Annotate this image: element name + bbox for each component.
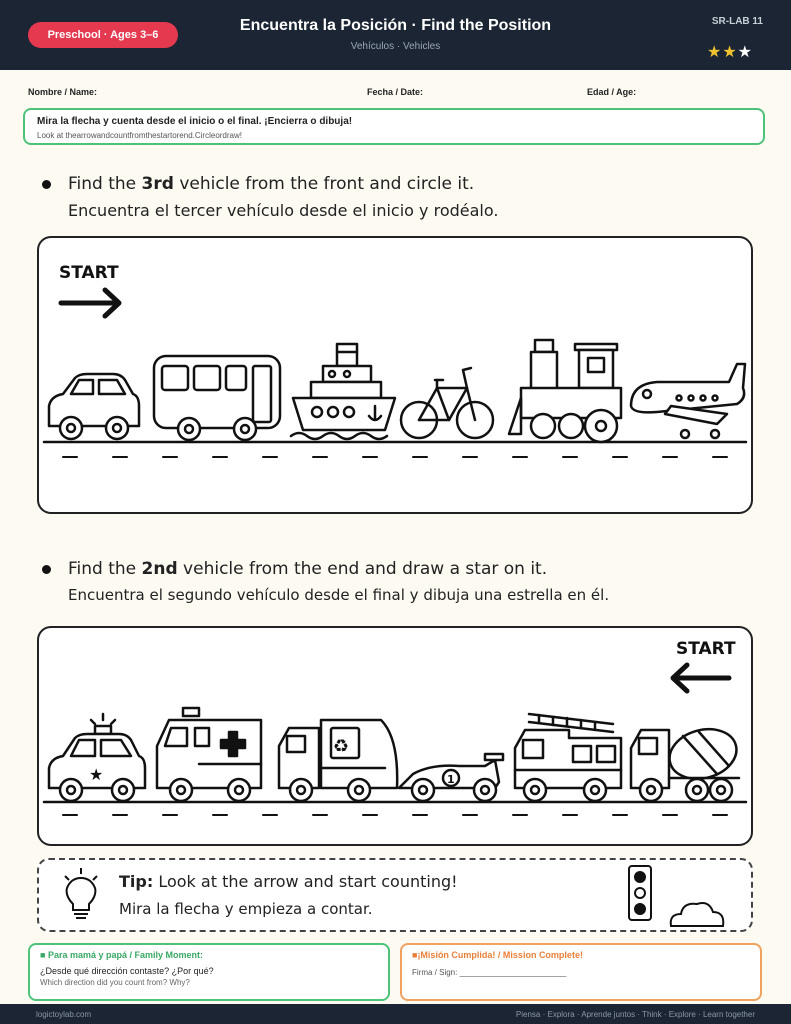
bicycle-vehicle[interactable]	[401, 368, 493, 438]
page-title: Encuentra la Posición · Find the Position	[239, 17, 552, 34]
tip-box	[37, 858, 753, 932]
question-1-en: Find the 3rd vehicle from the front and circle it.	[68, 174, 475, 194]
car-vehicle[interactable]	[49, 374, 139, 439]
signature-field[interactable]: Firma / Sign: ________________________	[412, 968, 567, 977]
boat-vehicle[interactable]	[291, 344, 395, 439]
footer-site: logictoylab.com	[36, 1010, 92, 1019]
name-field[interactable]: Nombre / Name:	[28, 87, 98, 97]
instructions-en: Look at thearrowandcountfromthestartorend.Circleordraw!	[37, 131, 242, 140]
tip-en: Tip: Look at the arrow and start counting!	[119, 872, 458, 891]
mission-complete-box	[400, 943, 762, 1001]
age-field[interactable]: Edad / Age:	[587, 87, 637, 97]
family-moment-box	[28, 943, 390, 1001]
instructions-es: Mira la flecha y cuenta desde el inicio o el final. ¡Encierra o dibuja!	[37, 116, 353, 127]
page-subtitle: Vehículos · Vehicles	[350, 41, 441, 52]
bus-vehicle[interactable]	[154, 356, 280, 440]
header-bar	[0, 0, 791, 70]
airplane-vehicle[interactable]	[631, 364, 745, 438]
family-moment-title: ■ Para mamá y papá / Family Moment:	[40, 950, 204, 960]
question-1-es: Encuentra el tercer vehículo desde el inicio y rodéalo.	[68, 201, 499, 220]
instructions-box	[23, 108, 765, 145]
star-icon: ★	[706, 44, 723, 61]
footer-bar	[0, 1004, 791, 1024]
recycle-icon: ♻	[333, 736, 350, 757]
tip-es: Mira la flecha y empieza a contar.	[119, 900, 373, 918]
lightbulb-icon	[61, 866, 101, 926]
square-icon: ■	[40, 950, 46, 960]
star-icon: ★	[89, 765, 104, 784]
traffic-light-icon	[627, 864, 737, 928]
race-number: 1	[447, 773, 455, 786]
star-icon: ★	[737, 44, 753, 61]
cement-mixer-vehicle[interactable]	[631, 722, 742, 801]
recycling-truck-vehicle[interactable]	[279, 720, 397, 801]
question-2-en: Find the 2nd vehicle from the end and draw a star on it.	[68, 559, 548, 579]
worksheet-code: SR-LAB 11	[711, 16, 763, 27]
question-2-es: Encuentra el segundo vehículo desde el final y dibuja una estrella en él.	[68, 586, 610, 604]
age-badge: Preschool · Ages 3–6	[28, 22, 178, 48]
vehicle-panel-1	[37, 236, 753, 514]
start-label: START	[676, 639, 736, 659]
square-icon: ■	[412, 950, 418, 960]
start-label: START	[59, 263, 119, 283]
date-field[interactable]: Fecha / Date:	[367, 87, 424, 97]
fire-truck-vehicle[interactable]	[515, 714, 621, 801]
bullet-icon	[42, 565, 51, 574]
mission-title: ■¡Misión Cumplida! / Mission Complete!	[412, 950, 583, 960]
police-car-vehicle[interactable]	[49, 714, 145, 801]
arrow-right-icon	[61, 290, 119, 316]
train-vehicle[interactable]	[509, 340, 621, 442]
star-icon: ★	[722, 44, 738, 61]
vehicle-panel-2	[37, 626, 753, 846]
family-question-en: Which direction did you count from? Why?	[40, 978, 190, 987]
footer-slogan: Piensa · Explora · Aprende juntos · Think · Explore · Learn together	[515, 1010, 755, 1019]
difficulty-stars	[707, 42, 753, 62]
family-question-es: ¿Desde qué dirección contaste? ¿Por qué?	[40, 966, 214, 976]
ambulance-vehicle[interactable]	[157, 708, 261, 801]
bullet-icon	[42, 180, 51, 189]
race-car-vehicle[interactable]	[399, 754, 503, 801]
arrow-left-icon	[673, 665, 729, 691]
